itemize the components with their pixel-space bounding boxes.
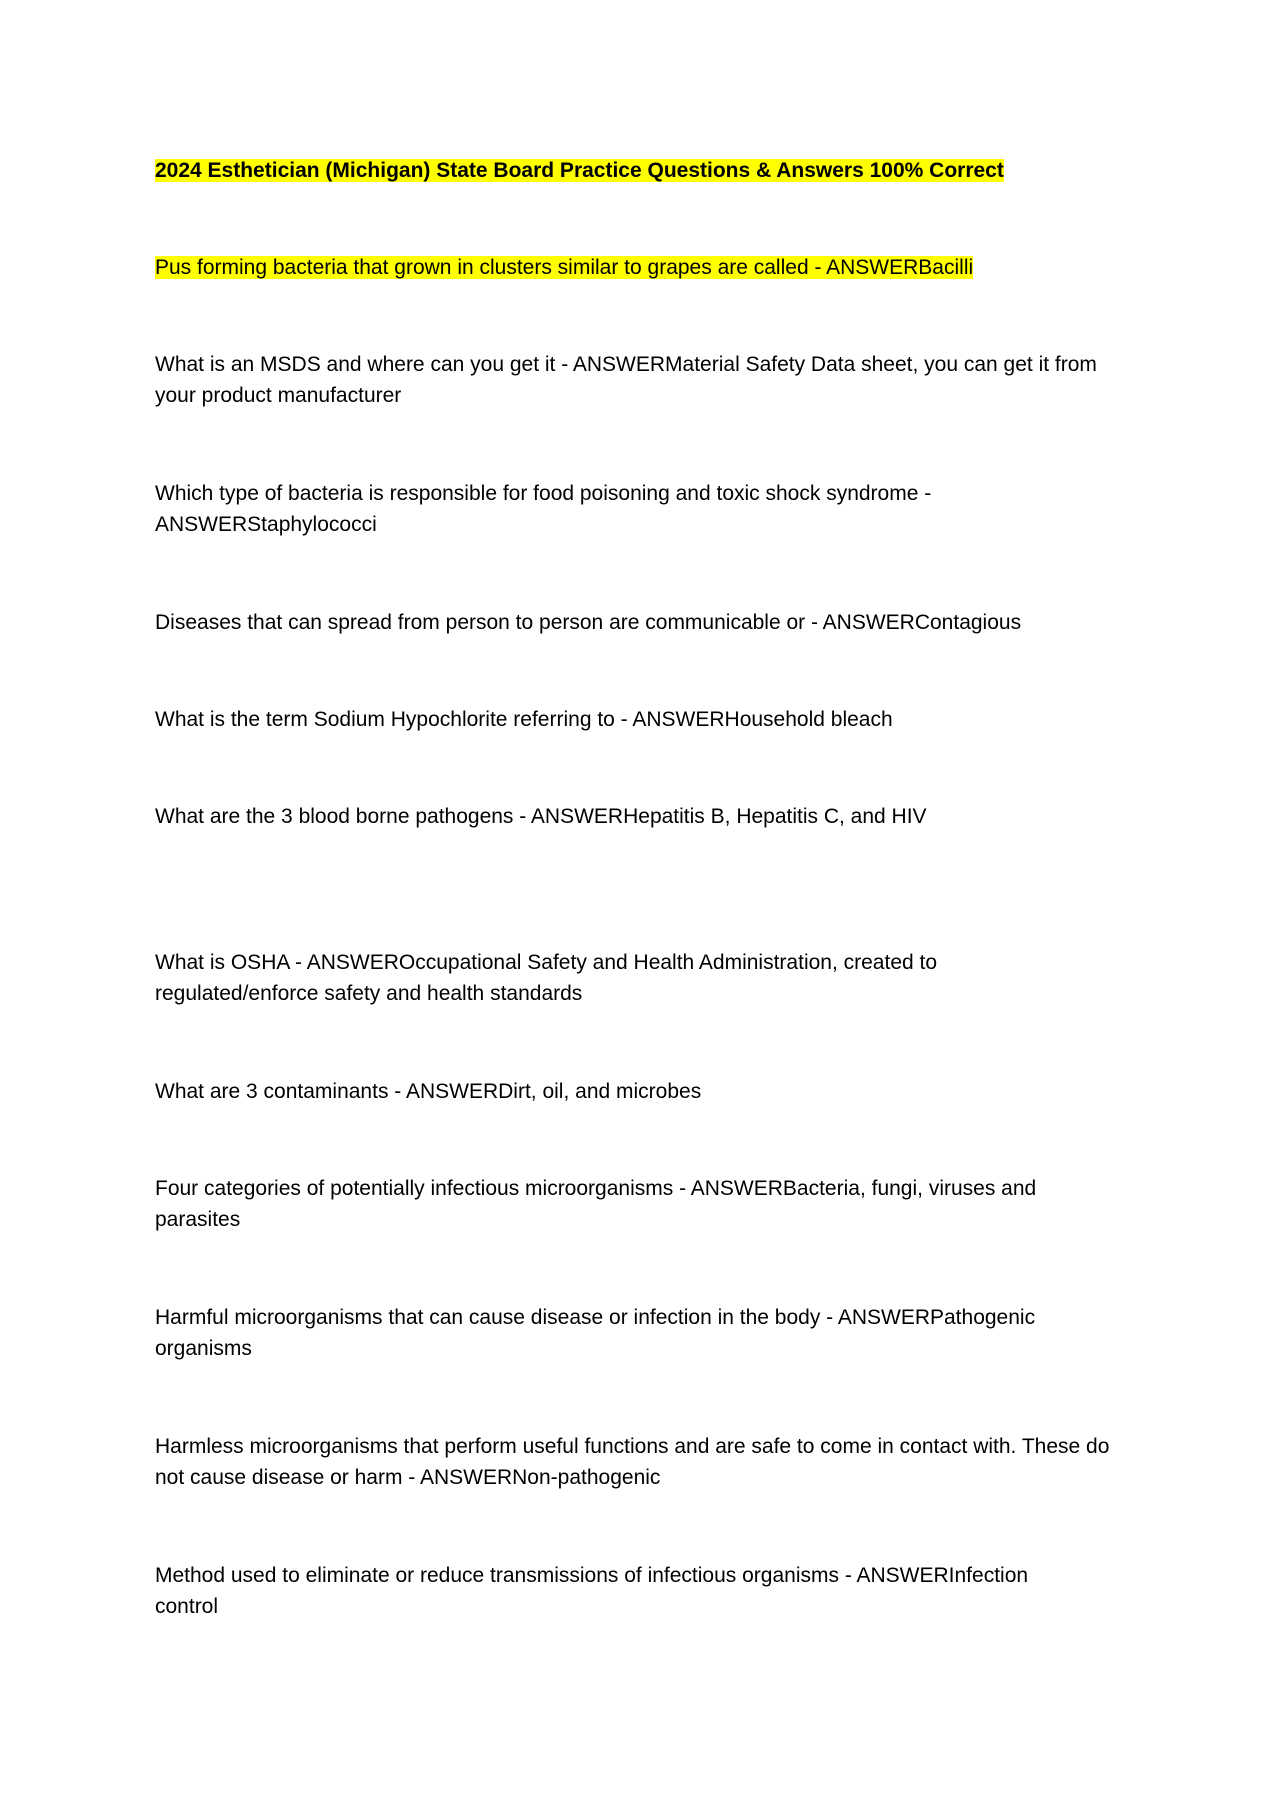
qa-item-7: What is OSHA - ANSWEROccupational Safety and Health Administration, created to regulated/enforce safety and health standards bbox=[155, 951, 938, 1005]
document-title bbox=[155, 155, 1130, 186]
qa-item-9: Four categories of potentially infectious microorganisms - ANSWERBacteria, fungi, viruses and parasites bbox=[155, 1177, 1037, 1231]
qa-item-3: Which type of bacteria is responsible for food poisoning and toxic shock syndrome - ANSWERStaphylococci bbox=[155, 482, 932, 536]
qa-item-12: Method used to eliminate or reduce transmissions of infectious organisms - ANSWERInfection control bbox=[155, 1564, 1029, 1618]
qa-item-8: What are 3 contaminants - ANSWERDirt, oil, and microbes bbox=[155, 1080, 702, 1103]
qa-item-4: Diseases that can spread from person to person are communicable or - ANSWERContagious bbox=[155, 611, 1022, 634]
qa-item-5: What is the term Sodium Hypochlorite referring to - ANSWERHousehold bleach bbox=[155, 708, 893, 731]
qa-item-1 bbox=[155, 252, 1130, 283]
qa-item-10: Harmful microorganisms that can cause disease or infection in the body - ANSWERPathogenic organisms bbox=[155, 1306, 1036, 1360]
title-text: 2024 Esthetician (Michigan) State Board Practice Questions & Answers 100% Correct bbox=[155, 159, 1004, 182]
qa-item-11: Harmless microorganisms that perform useful functions and are safe to come in contact with. These do not cause disease or harm - ANSWERNon-pathogenic bbox=[155, 1435, 1110, 1489]
qa-item-6: What are the 3 blood borne pathogens - ANSWERHepatitis B, Hepatitis C, and HIV bbox=[155, 805, 927, 828]
qa-item-text: Pus forming bacteria that grown in clusters similar to grapes are called - ANSWERBacilli bbox=[155, 256, 974, 279]
qa-item-2: What is an MSDS and where can you get it - ANSWERMaterial Safety Data sheet, you can get it from your product manufacturer bbox=[155, 353, 1097, 407]
